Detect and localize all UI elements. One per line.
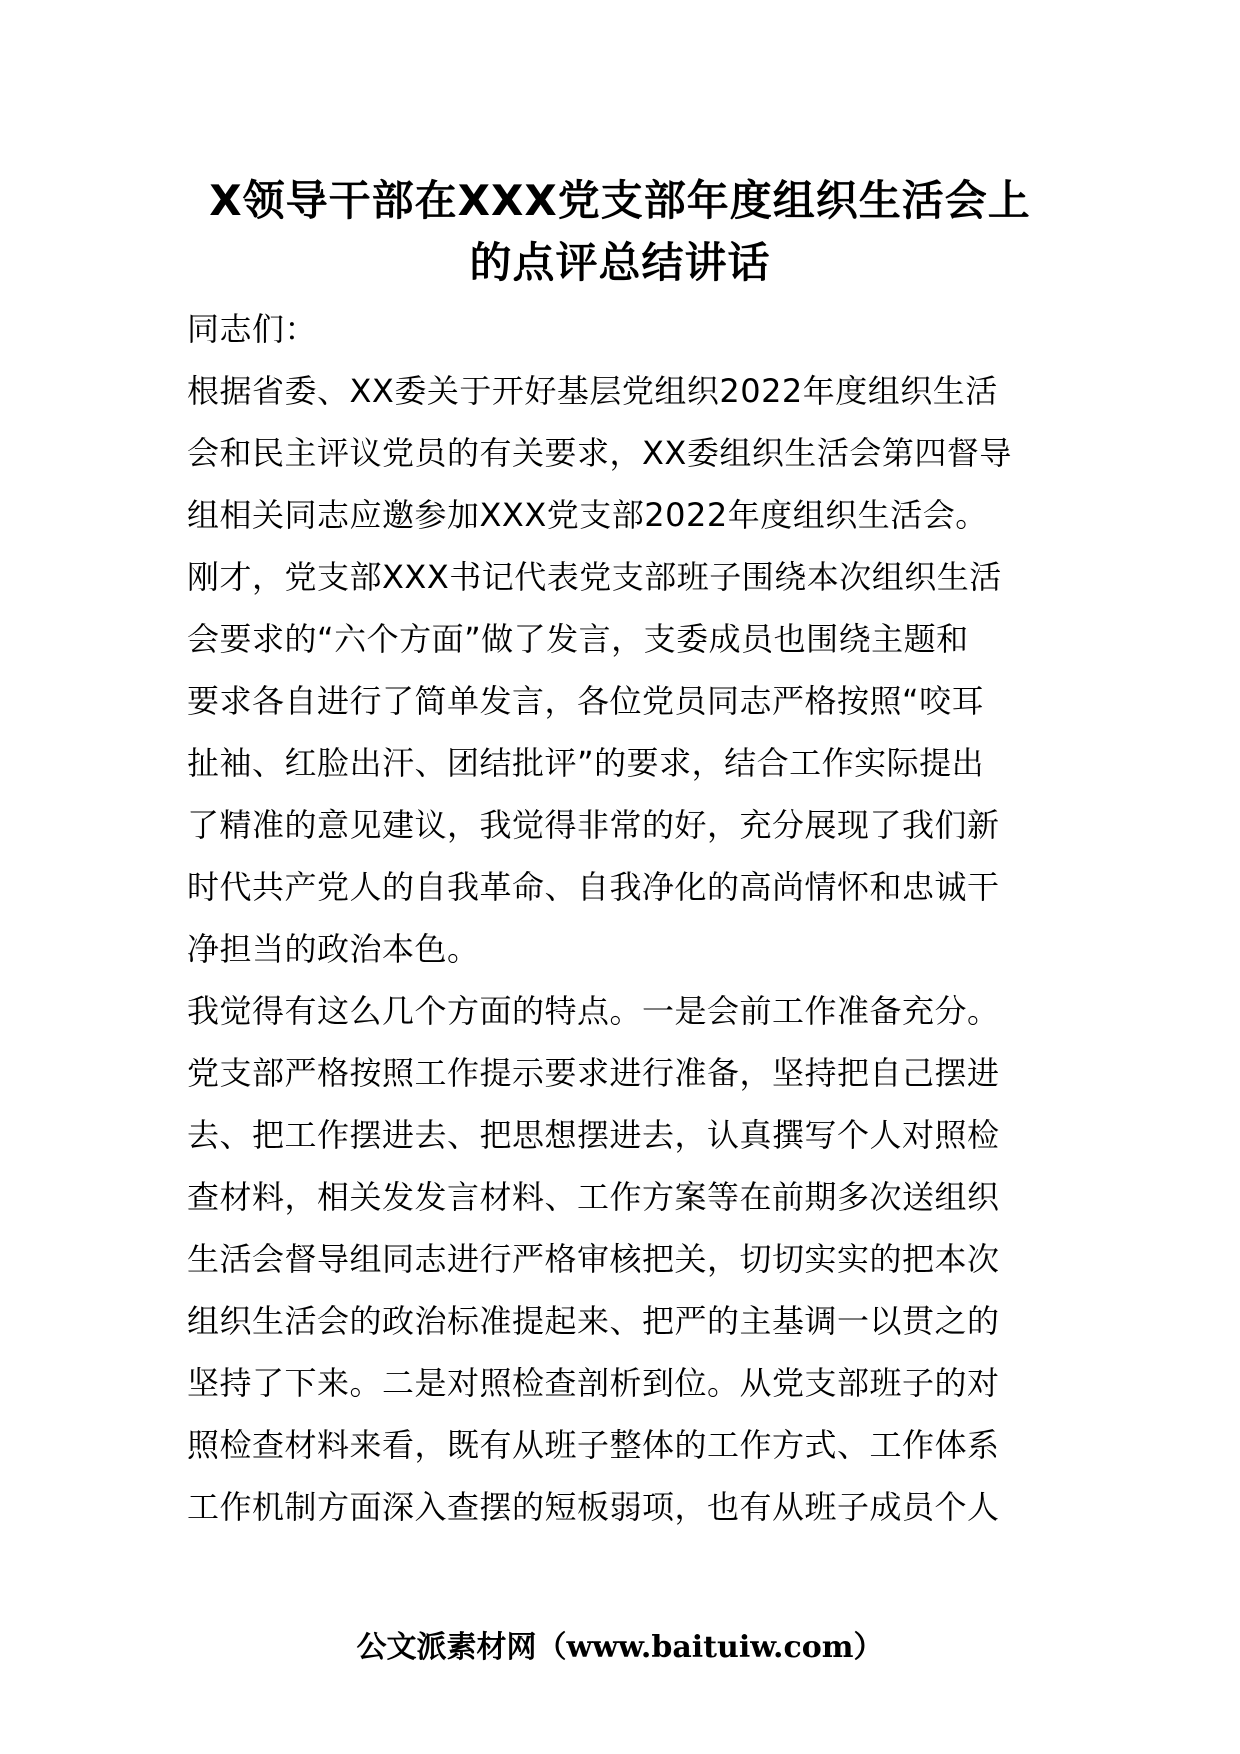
body-line: 查材料，相关发发言材料、工作方案等在前期多次送组织	[187, 1178, 1000, 1216]
body-line: 了精准的意见建议，我觉得非常的好，充分展现了我们新	[187, 806, 1000, 844]
body-line: 根据省委、XX委关于开好基层党组织2022年度组织生活	[187, 372, 998, 410]
body-line: 照检查材料来看，既有从班子整体的工作方式、工作体系	[187, 1426, 1000, 1464]
title-line-1: X领导干部在XXX党支部年度组织生活会上	[209, 176, 1031, 225]
body-line: 组相关同志应邀参加XXX党支部2022年度组织生活会。	[187, 496, 988, 534]
page-footer: 公文派素材网（www.baituiw.com）	[356, 1630, 884, 1665]
body-line: 同志们：	[187, 310, 318, 348]
body-line: 会和民主评议党员的有关要求，XX委组织生活会第四督导	[187, 434, 1012, 472]
body-line: 刚才，党支部XXX书记代表党支部班子围绕本次组织生活	[187, 558, 1002, 596]
body-line: 要求各自进行了简单发言，各位党员同志严格按照“咬耳	[187, 682, 985, 720]
body-line: 生活会督导组同志进行严格审核把关，切切实实的把本次	[187, 1240, 1000, 1278]
body-line: 我觉得有这么几个方面的特点。一是会前工作准备充分。	[187, 992, 1000, 1030]
body-line: 净担当的政治本色。	[187, 930, 480, 968]
body-line: 工作机制方面深入查摆的短板弱项，也有从班子成员个人	[187, 1488, 1000, 1526]
title-line-2: 的点评总结讲话	[469, 238, 771, 287]
document-title	[150, 170, 1090, 294]
body-line: 会要求的“六个方面”做了发言，支委成员也围绕主题和	[187, 620, 969, 658]
body-line: 时代共产党人的自我革命、自我净化的高尚情怀和忠诚干	[187, 868, 1000, 906]
document-body	[187, 298, 1067, 1538]
body-line: 坚持了下来。二是对照检查剖析到位。从党支部班子的对	[187, 1364, 1000, 1402]
body-line: 去、把工作摆进去、把思想摆进去，认真撰写个人对照检	[187, 1116, 1000, 1154]
body-line: 扯袖、红脸出汗、团结批评”的要求，结合工作实际提出	[187, 744, 985, 782]
body-line: 组织生活会的政治标准提起来、把严的主基调一以贯之的	[187, 1302, 1000, 1340]
body-line: 党支部严格按照工作提示要求进行准备，坚持把自己摆进	[187, 1054, 1000, 1092]
